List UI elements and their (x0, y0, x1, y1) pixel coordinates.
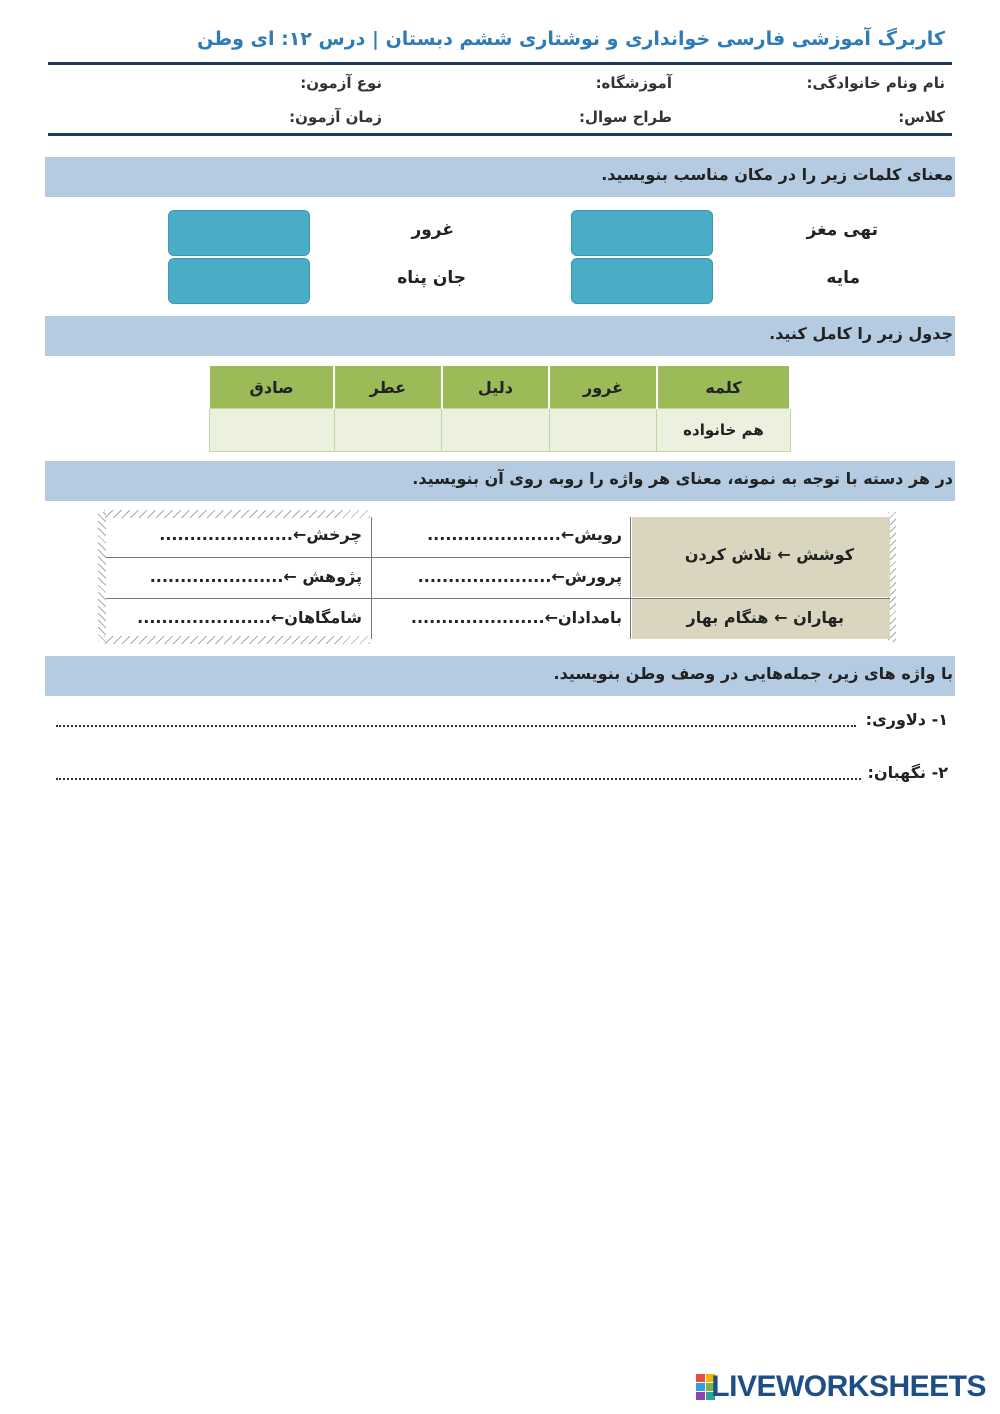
section1-heading-band (45, 157, 955, 197)
table-header-row (209, 366, 790, 409)
table-vline-1 (630, 517, 631, 639)
table-header-sadegh: صادق (209, 366, 334, 409)
answer-box-ghoroor[interactable] (168, 210, 310, 256)
word-jan-panah: جان پناه (397, 268, 466, 288)
section2-heading: جدول زیر را کامل کنید. (769, 324, 953, 343)
table-cell-sadegh-input[interactable] (209, 409, 334, 452)
table-cell-atr-input[interactable] (334, 409, 442, 452)
example-baharan: بهاران ← هنگام بهار (686, 608, 844, 627)
worksheet-title: کاربرگ آموزشی فارسی خوانداری و نوشتاری ششم دبستان | درس ۱۲: ای وطن (197, 28, 945, 50)
item-rooyesh[interactable]: رویش←...................... (427, 525, 622, 544)
section4-heading-band (45, 656, 955, 696)
table-row-label: هم خانواده (657, 409, 790, 452)
item-bamdadan[interactable]: بامدادان←...................... (410, 608, 622, 627)
word-tohi-maghz: تهی مغز (806, 220, 878, 240)
header-divider-bottom (48, 133, 952, 136)
table-header-ghoroor: غرور (549, 366, 657, 409)
section4-heading: با واژه های زیر، جمله‌هایی در وصف وطن بنویسید. (553, 664, 953, 683)
exam-type-field-label: نوع آزمون: (300, 74, 382, 92)
exam-time-field-label: زمان آزمون: (289, 108, 382, 126)
header-divider-top (48, 62, 952, 65)
sentence-label-delavari: ۱- دلاوری: (865, 710, 948, 729)
table-header-kalameh: کلمه (657, 366, 790, 409)
sentence-line-delavari[interactable] (56, 724, 856, 727)
table-cell-ghoroor-input[interactable] (549, 409, 657, 452)
class-field-label: کلاس: (898, 108, 945, 126)
table-header-dalil: دلیل (442, 366, 550, 409)
table-hatch-left (98, 512, 106, 642)
answer-box-jan-panah[interactable] (168, 258, 310, 304)
table-hline-1 (106, 557, 630, 558)
school-field-label: آموزشگاه: (595, 74, 672, 92)
answer-box-tohi-maghz[interactable] (571, 210, 713, 256)
liveworksheets-logo: LIVEWORKSHEETS (711, 1370, 986, 1403)
item-shamgahan[interactable]: شامگاهان←...................... (137, 608, 362, 627)
name-field-label: نام ونام خانوادگی: (806, 74, 945, 92)
table-hatch-top (104, 510, 370, 518)
table-vline-2 (371, 517, 372, 639)
item-charkhesh[interactable]: چرخش←...................... (159, 525, 362, 544)
item-parvaresh[interactable]: پرورش←...................... (417, 567, 622, 586)
example-koshesh: کوشش ← تلاش کردن (684, 545, 854, 564)
item-pazhoohesh[interactable]: پژوهش ←...................... (149, 567, 362, 586)
word-mayeh: مایه (826, 268, 860, 288)
section2-heading-band (45, 316, 955, 356)
table-row (209, 409, 790, 452)
table-cell-dalil-input[interactable] (442, 409, 550, 452)
word-family-table (208, 366, 791, 452)
table-header-atr: عطر (334, 366, 442, 409)
designer-field-label: طراح سوال: (579, 108, 672, 126)
table-hline-2 (106, 598, 890, 599)
sentence-line-negahban[interactable] (56, 777, 861, 780)
word-ghoroor: غرور (411, 220, 454, 240)
section1-heading: معنای کلمات زیر را در مکان مناسب بنویسید. (601, 165, 953, 184)
section3-heading-band (45, 461, 955, 501)
sentence-label-negahban: ۲- نگهبان: (867, 763, 948, 782)
answer-box-mayeh[interactable] (571, 258, 713, 304)
table-hatch-bottom (104, 636, 370, 644)
section3-heading: در هر دسته با توجه به نمونه، معنای هر واژه را روبه روی آن بنویسید. (412, 469, 953, 488)
